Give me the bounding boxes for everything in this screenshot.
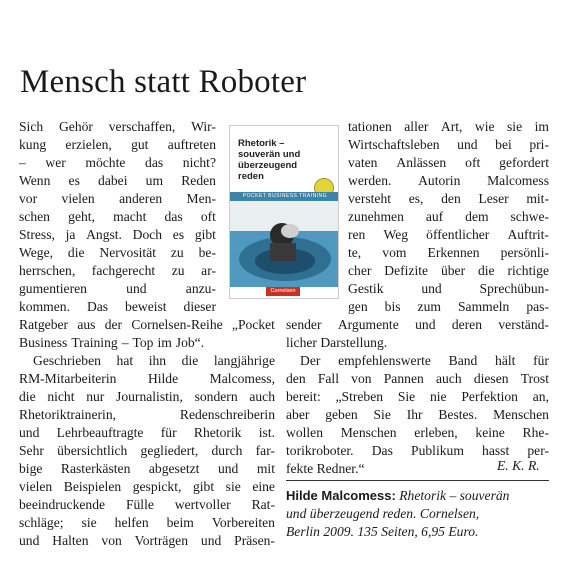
text-word: herrschen, [19,263,76,278]
text-word: Wege, [19,245,54,260]
text-word: Menschen [493,407,549,422]
text-line [19,262,216,280]
text-word: Leser [478,191,509,206]
text-word: gegliedert, [140,443,199,458]
text-word: Perfektion [461,389,518,404]
text-word: per- [527,443,549,458]
text-word: auf [425,209,444,224]
text-line [286,316,549,334]
text-word: anzu- [185,281,216,296]
source-title-3: Berlin 2009. 135 Seiten, 6,95 Euro. [286,524,479,539]
text-word: auftreten [167,137,216,152]
text-word: oft [200,209,216,224]
text-word: vaten [348,155,378,170]
text-line [19,154,216,172]
text-word: fekte Redner.“ [286,461,365,476]
text-word: langjährige [213,353,275,368]
text-word: pri- [529,137,549,152]
text-line [19,136,216,154]
text-word: Vorbereiten [211,515,275,530]
text-line [19,478,275,496]
text-word: Art, [440,119,463,134]
text-word: Top [132,335,154,350]
text-word: und [421,281,442,296]
text-word: Sammeln [457,299,510,314]
text-line [19,388,275,406]
text-word: die [19,389,36,404]
text-line [286,370,549,388]
text-word: wollen [286,425,323,440]
text-word: sie [507,119,523,134]
text-line [19,532,275,550]
text-word: fachgerecht [91,263,156,278]
text-line [19,226,216,244]
text-word: nur [86,389,105,404]
text-line [19,496,275,514]
text-word: schwe- [510,209,549,224]
text-word: die [181,353,199,368]
book-cover-photo [230,201,339,287]
text-word: zunehmen [348,209,404,224]
text-word: Rhe- [522,425,549,440]
text-word: nicht [47,389,75,404]
text-line [286,334,549,352]
text-word: schläge; [19,515,64,530]
text-word: „Streben [335,389,384,404]
text-word: richtige [507,263,549,278]
text-word: im [157,335,172,350]
text-word: eine [252,479,275,494]
source-title-2: und überzeugend reden. Cornelsen, [286,506,480,521]
text-word: deren [451,317,483,332]
text-line [19,334,275,352]
text-line [348,190,549,208]
article-headline: Mensch statt Roboter [20,64,307,100]
text-line [19,370,275,388]
text-word: vielen [19,479,53,494]
text-word: verständ- [498,317,549,332]
text-word: Präsen- [234,533,275,548]
text-word: empfehlenswerte [338,353,431,368]
text-word: Fall [317,371,339,386]
text-line [348,262,549,280]
book-cover-photo-svg [230,201,339,287]
text-word: bige [19,461,43,476]
text-word: erleben, [414,425,458,440]
text-word: te, [348,245,362,260]
source-line-2 [286,505,479,523]
text-word: sender [286,317,322,332]
text-word: öffentlicher [426,227,490,242]
text-word: über [440,263,466,278]
text-word: die [67,245,85,260]
text-line [348,280,549,298]
text-word: Trost [520,371,549,386]
text-word: Rhetoriktrainerin, [19,407,117,422]
text-word: es [172,227,185,242]
text-word: Menschen [340,425,397,440]
text-word: Argumente [337,317,399,332]
text-word: wertvoller [174,497,231,512]
book-cover-image [229,125,339,299]
text-word: es, [408,191,424,206]
text-word: kommen. [19,299,70,314]
text-word: hat [116,353,134,368]
text-word: gibt [194,227,216,242]
text-word: Angst. [86,227,122,242]
text-word: far- [255,443,275,458]
text-word: licher Darstellung. [286,335,388,350]
source-title-1: Rhetorik – souverän [399,488,510,503]
text-line [19,316,275,334]
text-word: Malcomess, [209,371,275,386]
text-word: Beispielen [63,479,122,494]
text-line [286,388,549,406]
text-word: Journalistin, [116,389,183,404]
text-word: tationen [348,119,392,134]
text-word: sie [225,479,241,494]
text-word: Doch [132,227,163,242]
text-word: im [534,119,549,134]
source-divider [286,480,549,481]
text-word: keine [475,425,505,440]
text-word: auch [435,371,462,386]
text-word: Anlässen [396,155,447,170]
text-word: das [164,209,183,224]
text-word: und [200,533,222,548]
text-word: dieser [183,299,216,314]
text-word: anderen [119,191,163,206]
text-word: geht, [68,209,95,224]
text-word: aller [404,119,429,134]
text-word: um [145,173,164,188]
text-word: Das [371,443,393,458]
text-word: von [351,371,372,386]
text-line [19,208,216,226]
text-word: Sie [397,389,416,404]
text-word: Malcomess [487,173,549,188]
text-line [19,424,275,442]
text-word: möchte [85,155,126,170]
text-word: ist. [258,425,275,440]
text-word: mit- [526,191,549,206]
text-word: Cornelsen-Reihe [131,317,223,332]
text-line [286,424,549,442]
text-line [348,298,549,316]
text-word: Rat- [251,497,275,512]
text-word: Business [19,335,68,350]
text-word: den [286,371,306,386]
text-word: für [160,425,177,440]
text-line [19,190,216,208]
text-word: macht [113,209,147,224]
text-word: sie [81,515,97,530]
text-word: hält [495,353,516,368]
text-word: – [121,335,129,350]
text-line [19,442,275,460]
text-line [348,136,549,154]
text-word: Der [300,353,321,368]
text-word: Ratgeber [19,317,69,332]
text-word: abgesetzt [148,461,200,476]
text-word: hasst [482,443,510,458]
text-word: Publikum [411,443,464,458]
text-word: „Pocket [231,317,275,332]
text-word: beim [166,515,194,530]
text-word: Halten [52,533,89,548]
source-line-1 [286,487,509,505]
text-word: kung [19,137,47,152]
text-line [19,514,275,532]
text-word: Sich [19,119,44,134]
text-word: ren [348,227,366,242]
text-line [19,460,275,478]
text-word: gefordert [499,155,549,170]
publisher-logo: Cornelsen [266,287,300,296]
text-word: Gehör [58,119,93,134]
text-word: Men- [186,191,216,206]
text-word: Wenn [19,173,51,188]
text-word: und [457,137,478,152]
text-word: ar- [201,263,216,278]
text-word: Weg [383,227,409,242]
text-word: Sie [373,407,391,422]
text-word: sondern [194,389,238,404]
text-word: RM-Mitarbeiterin [19,371,117,386]
text-line [348,172,549,190]
text-word: gut [131,137,149,152]
text-word: vor [19,191,38,206]
text-word: es [68,173,80,188]
text-word: versteht [348,191,392,206]
text-word: beweist [125,299,167,314]
text-word: – [19,155,26,170]
text-word: werden. [348,173,392,188]
text-word: und [126,281,147,296]
text-line [19,244,216,262]
text-word: dem [465,209,489,224]
text-word: die [477,263,495,278]
text-word: bis [384,299,401,314]
text-line [19,118,216,136]
text-word: Defizite [384,263,429,278]
text-word: den [441,191,461,206]
text-word: verschaffen, [108,119,176,134]
text-word: schen [19,209,50,224]
text-line [286,406,549,424]
text-word: Autorin [418,173,461,188]
source-line-3 [286,523,478,541]
text-word: ja [65,227,76,242]
text-word: erzielen, [65,137,112,152]
text-word: wie [474,119,495,134]
text-word: persönli- [500,245,549,260]
text-word: bereit: [286,389,321,404]
text-word: aus [77,317,96,332]
book-cover-series-band: POCKET BUSINESS TRAINING [230,192,339,201]
text-word: Das [86,299,109,314]
text-word: gibt [192,479,215,494]
text-line [348,226,549,244]
text-word: mit [256,461,275,476]
text-word: und [415,317,436,332]
book-cover-title: Rhetorik – souverän und überzeugend reden [238,138,301,182]
text-word: wer [45,155,66,170]
text-word: Training [71,335,118,350]
text-word: von [101,533,122,548]
text-word: Hilde [147,371,179,386]
text-word: Job“. [175,335,205,350]
text-word: Nervosität [99,245,157,260]
text-word: der [104,317,123,332]
text-word: zum [417,299,441,314]
text-word: und [19,425,40,440]
text-word: gen [348,299,368,314]
text-word: Stress, [19,227,55,242]
text-word: Erkennen [427,245,480,260]
text-word: Rhetorik [193,425,242,440]
text-word: nie [429,389,447,404]
text-word: Ihr [406,407,423,422]
text-line [19,172,216,190]
text-word: nicht? [182,155,216,170]
text-word: pas- [526,299,549,314]
text-line [348,118,549,136]
text-line [348,208,549,226]
text-word: vom [382,245,407,260]
text-word: ihn [148,353,167,368]
text-word: helfen [114,515,149,530]
text-word: Fülle [125,497,154,512]
text-word: Vorträgen [134,533,189,548]
text-word: bei [495,137,512,152]
text-word: dabei [98,173,128,188]
text-line [19,280,216,298]
source-author: Hilde Malcomess: [286,488,396,503]
text-line [19,352,275,370]
text-word: zu [170,245,184,260]
text-word: Sprechübun- [479,281,549,296]
text-word: Geschrieben [33,353,101,368]
text-word: beeindruckende [19,497,106,512]
text-word: Reden [181,173,216,188]
text-word: Sehr [19,443,44,458]
text-word: gespickt, [132,479,182,494]
text-line [19,406,275,424]
text-word: Wir- [191,119,216,134]
text-word: be- [198,245,216,260]
text-word: und [217,461,239,476]
text-line [19,298,216,316]
text-word: diesen [473,371,509,386]
text-word: und [19,533,40,548]
text-line [286,352,549,370]
text-word: für [533,353,549,368]
text-word: Wirtschaftsleben [348,137,440,152]
text-word: cher [348,263,372,278]
text-word: aber [286,407,310,422]
text-word: durch [211,443,243,458]
text-word: Rasterkästen [60,461,131,476]
text-word: Bestes. [438,407,478,422]
text-word: Pannen [383,371,424,386]
text-word: vielen [61,191,95,206]
text-word: übersichtlich [57,443,128,458]
author-signature: E. K. R. [497,458,540,473]
text-word: gumentieren [19,281,87,296]
text-word: Band [448,353,478,368]
text-word: auch [249,389,275,404]
text-word: oft [465,155,481,170]
text-word: geben [325,407,358,422]
text-word: Lehrbeauftragte [56,425,144,440]
text-word: Redenschreiberin [179,407,275,422]
text-word: Gestik [348,281,384,296]
text-line [348,244,549,262]
text-word: zu [171,263,185,278]
text-word: das [145,155,164,170]
text-word: Auftrit- [507,227,549,242]
text-word: an, [532,389,549,404]
text-word: torikroboter. [286,443,354,458]
text-line [348,154,549,172]
